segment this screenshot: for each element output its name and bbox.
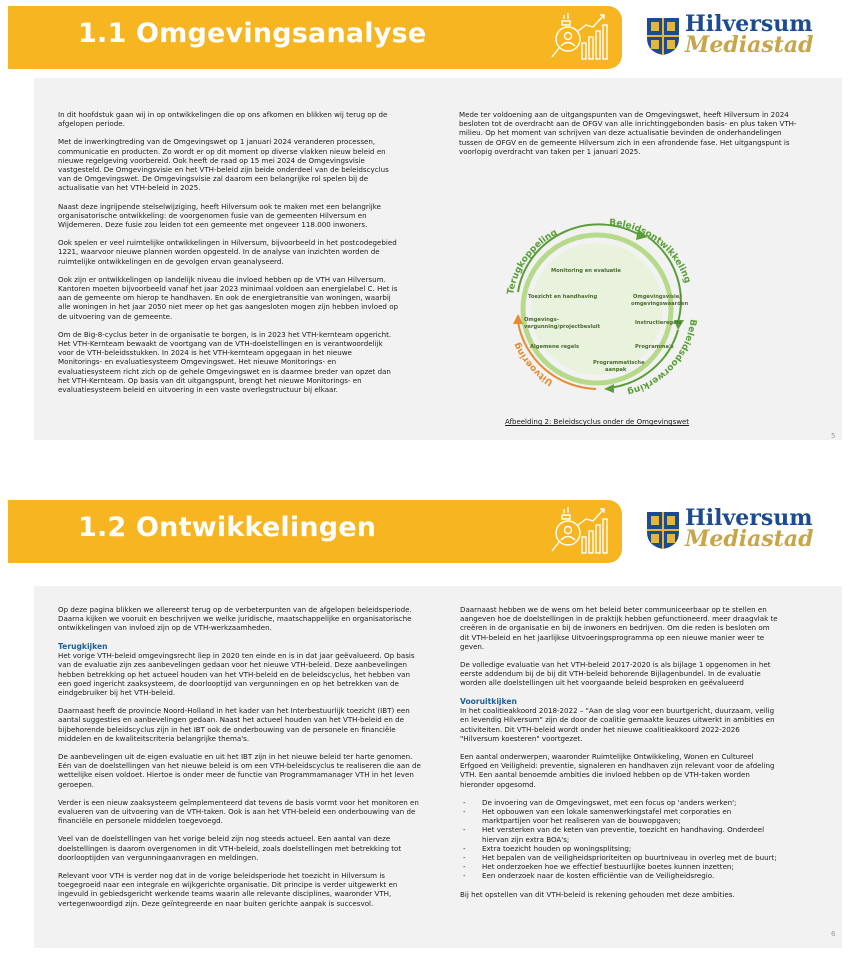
right-column	[459, 110, 834, 165]
slide-ontwikkelingen	[0, 494, 857, 964]
hilversum-logo	[643, 505, 814, 558]
right-column	[460, 605, 832, 908]
cycle-item-algemene-regels: Algemene regels	[530, 344, 580, 350]
list-item: - Een onderzoek naar de kosten efficiëntie van de Veiligheidsregio.	[460, 871, 832, 880]
section-heading: Terugkijken	[58, 641, 108, 651]
logo-text-mediastad: Mediastad	[685, 32, 814, 58]
cycle-item-toezicht: Toezicht en handhaving	[528, 294, 598, 300]
paragraph: Mede ter voldoening aan de uitgangspunten van de Omgevingswet, heeft Hilversum in 2024 besloten tot de overdracht aan de OFGV van alle inrichtinggebonden basis- en plus taken VTH- milieu. Op het moment van schrijven van deze actualisatie bevinden de onderhandelingen tussen de OFGV en de gemeente Hilversum zich in een afrondende fase. Het uitgangspunt is voorlopig overdracht van taken per 1 januari 2025.	[459, 110, 797, 156]
slide-omgevingsanalyse	[0, 0, 857, 470]
paragraph: Verder is een nieuw zaaksysteem geïmplementeerd dat tevens de basis vormt voor het monitoren en evalueren van de uitvoering van de VTH-taken. Ook is aan het VTH-beleid een onderbouwing van de financiële en personele middelen toegevoegd.	[58, 797, 419, 826]
paragraph: Met de inwerkingtreding van de Omgevingswet op 1 januari 2024 veranderen processen, communicatie en producten. Zo wordt er op dit moment op diverse vlakken nieuw beleid en nieuwe regelgeving voorbereid. Ook heeft de raad op 15 mei 2024 de Omgevingsvisie vastgesteld. De Omgevingsvisie en het VTH-beleid zijn beide onderdeel van de beleidscyclus van de Omgevingswet. De Omgevingsvisie zal daarom een belangrijke rol spelen bij de actualisatie van het VTH-beleid in 2025.	[58, 137, 389, 193]
paragraph: Een aantal onderwerpen, waaronder Ruimtelijke Ontwikkeling, Wonen en Cultureel Erfgoed en Veiligheid: preventie, signaleren en handhaven zijn relevant voor de afdeling VTH. Een aantal benoemde ambities die invloed hebben op de VTH-taken worden hieronder opgesomd.	[460, 751, 775, 789]
paragraph: Daarnaast hebben we de wens om het beleid beter communiceerbaar op te stellen en aangeven hoe de doelstellingen in de praktijk hebben gefunctioneerd. meer draagvlak te creëren in de organisatie en bij de inwoners en bedrijven. Om die reden is besloten om dit VTH-beleid en het jaarlijkse Uitvoeringsprogramma op een nieuwe manier weer te geven.	[460, 605, 778, 651]
cycle-item-vergunning-2: vergunning/projectbesluit	[524, 324, 601, 330]
paragraph: Daarnaast heeft de provincie Noord-Holland in het kader van het Interbestuurlijk toezicht (IBT) een aantal suggesties en aanbevelingen gedaan. Naast het actueel houden van het VTH-beleid en de bijbehorende beleidscyclus zijn in het IBT ook de onderbouwing van de personele en financiële middelen en de kwaliteitscriteria belangrijke thema's.	[58, 706, 410, 743]
paragraph: Ook zijn er ontwikkelingen op landelijk niveau die invloed hebben op de VTH van Hilversum. Kantoren moeten bijvoorbeeld vanaf het jaar 2023 minimaal voldoen aan energielabel C. Het is aan de gemeente om hierop te handhaven. En ook de energietransitie van woningen, waarbij alle woningen in het jaar 2050 niet meer op het gas aangesloten mogen zijn hebben invloed op de uitvoering van de gemeente.	[58, 274, 399, 321]
cycle-item-programmas: Programma's	[635, 344, 674, 350]
analysis-chart-icon	[548, 9, 610, 65]
paragraph: Bij het opstellen van dit VTH-beleid is rekening gehouden met deze ambities.	[460, 889, 735, 899]
arc-label-beleidsdoorwerking: Beleidsdoorwerking	[626, 318, 698, 397]
arc-label-beleidsontwikkeling: Beleidsontwikkeling	[608, 218, 693, 285]
list-item: - Extra toezicht houden op woningsplitsing;	[460, 844, 832, 853]
paragraph: Veel van de doelstellingen van het vorige beleid zijn nog steeds actueel. Een aantal van deze doelstellingen is daarom overgenomen in dit VTH-beleid, zoals doelstellingen met betrekking tot doorlooptijden van vergunningaanvragen en meldingen.	[58, 834, 402, 862]
list-item: - Het versterken van de keten van preventie, toezicht en handhaving. Onderdeel hiervan zijn extra BOA's;	[460, 825, 832, 843]
list-item: - De invoering van de Omgevingswet, met een focus op 'anders werken';	[460, 798, 832, 807]
left-column	[58, 605, 436, 917]
paragraph: Op deze pagina blikken we allereerst terug op de verbeterpunten van de afgelopen beleidsperiode. Daarna kijken we vooruit en beschrijven we welke juridische, maatschappelijke en organisatorische ontwikkelingen van invloed zijn op de VTH-werkzaamheden.	[58, 605, 412, 633]
cycle-item-vergunning-1: Omgevings-	[524, 317, 559, 323]
cycle-item-omgevingsvisie-1: Omgevingsvisie/	[633, 294, 682, 300]
cycle-item-monitoring: Monitoring en evaluatie	[551, 268, 621, 274]
list-item: - Het opbouwen van een lokale samenwerkingstafel met corporaties en marktpartijen voor het realiseren van de bouwopgaven;	[460, 807, 832, 825]
cycle-item-instructieregels: Instructieregels	[635, 320, 682, 326]
paragraph: Het vorige VTH-beleid omgevingsrecht liep in 2020 ten einde en is in dat jaar geëvalueerd. Op basis van de evaluatie zijn zes aanbevelingen gedaan voor het nieuwe VTH-beleid. Deze aanbevelingen hebben betrekking op het actueel houden van het VTH-beleid en de beleidscyclus, het hebben van een goed ingericht zaaksysteem, de doorlooptijd van vergunningen en op het betrekken van de eindgebruiker bij het VTH-beleid.	[58, 651, 415, 697]
page-number: 6	[831, 930, 836, 938]
hilversum-logo	[643, 11, 814, 64]
paragraph: Om de Big-8-cyclus beter in de organisatie te borgen, is in 2023 het VTH-kernteam opgericht. Het VTH-Kernteam bewaakt de voortgang van de VTH-doelstellingen en is verantwoordelijk voor de VTH-beleidsstukken. In 2024 is het VTH-kernteam opgegaan in het nieuwe Monitorings- en evaluatiesysteem Omgevingswet. Het nieuwe Monitorings- en evaluatiesysteem richt zich op de gehele Omgevingswet en is daarmee breder van opzet dan het VTH-Kernteam. Op basis van dit uitgangspunt, brengt het nieuwe Monitorings- en evaluatiesysteem beleid en uitvoering in een vaste overlegstructuur bij elkaar.	[58, 329, 392, 395]
slide-title: 1.2 Ontwikkelingen	[78, 512, 377, 543]
cycle-item-aanpak-1: Programmatische	[593, 360, 645, 366]
paragraph: Ook spelen er veel ruimtelijke ontwikkelingen in Hilversum, bijvoorbeeld in het postcodegebied 1221, waarvoor nieuwe plannen worden opgesteld. In de analyse van inzichten worden de ruimtelijke ontwikkelingen en de gevolgen ervan geanalyseerd.	[58, 238, 397, 266]
list-item: - Het bepalen van de veiligheidsprioriteiten op buurtniveau in overleg met de buurt;	[460, 853, 832, 862]
page-number: 5	[831, 432, 836, 440]
paragraph: In dit hoofdstuk gaan wij in op ontwikkelingen die op ons afkomen en blikken wij terug op de afgelopen periode.	[58, 110, 388, 129]
paragraph: De volledige evaluatie van het VTH-beleid 2017-2020 is als bijlage 1 opgenomen in het eerste addendum bij de bij dit VTH-beleid behorende Bijlagenbundel. In de evaluatie worden alle doelstellingen uit het voorgaande beleid besproken en geëvalueerd	[460, 660, 771, 688]
slide-title: 1.1 Omgevingsanalyse	[78, 18, 427, 49]
logo-text-hilversum: Hilversum	[685, 11, 813, 37]
title-banner	[8, 6, 622, 69]
coat-of-arms-icon	[645, 510, 681, 550]
paragraph: Relevant voor VTH is verder nog dat in de vorige beleidsperiode het toezicht in Hilversum is toegegroeid naar een integrale en wijkgerichte organisatie. Dit principe is verder uitgewerkt en ingevuld in gebiedsgericht werkende teams waarin alle relevante disciplines, waaronder VTH, vertegenwoordigd zijn. Deze geïntegreerde en naar buiten gerichte aanpak is succesvol.	[58, 870, 398, 908]
logo-text-hilversum: Hilversum	[685, 505, 813, 531]
left-column	[58, 110, 428, 403]
coat-of-arms-icon	[645, 16, 681, 56]
ambitions-list	[460, 798, 832, 881]
figure-caption: Afbeelding 2: Beleidscyclus onder de Omgevingswet	[505, 418, 690, 426]
title-banner	[8, 500, 622, 563]
cycle-item-aanpak-2: aanpak	[605, 367, 627, 373]
policy-cycle-diagram	[488, 212, 706, 404]
arc-label-uitvoering: Uitvoering	[512, 340, 555, 388]
paragraph: In het coalitieakkoord 2018-2022 – "Aan de slag voor een buurtgericht, duurzaam, veilig en levendig Hilversum" zijn de door de coalitie gemaakte keuzes uitwerkt in ambities en activiteiten. Dit VTH-beleid wordt onder het nieuwe coalitieakkoord 2022-2026 "Hilversum koesteren" voortgezet.	[460, 706, 775, 743]
analysis-chart-icon	[548, 503, 610, 559]
cycle-item-omgevingsvisie-2: omgevingswaarden	[631, 301, 689, 307]
arc-label-terugkoppeling: Terugkoppeling	[505, 227, 560, 296]
logo-text-mediastad: Mediastad	[685, 526, 814, 552]
section-heading: Vooruitkijken	[460, 696, 517, 706]
paragraph: De aanbevelingen uit de eigen evaluatie en uit het IBT zijn in het nieuwe beleid ter harte genomen. Eén van de doelstellingen van het nieuwe beleid is om een VTH-beleidscyclus te realiseren die aan de wettelijke eisen voldoet. Hiertoe is onder meer de functie van Programmamanager VTH in het leven geroepen.	[58, 751, 421, 789]
list-item: - Het onderzoeken hoe we effectief bestuurlijke boetes kunnen inzetten;	[460, 862, 832, 871]
paragraph: Naast deze ingrijpende stelselwijziging, heeft Hilversum ook te maken met een belangrijke organisatorische ontwikkeling: de voorgenomen fusie van de gemeenten Hilversum en Wijdemeren. Deze fusie zou leiden tot een gemeente met ongeveer 118.000 inwoners.	[58, 201, 381, 230]
